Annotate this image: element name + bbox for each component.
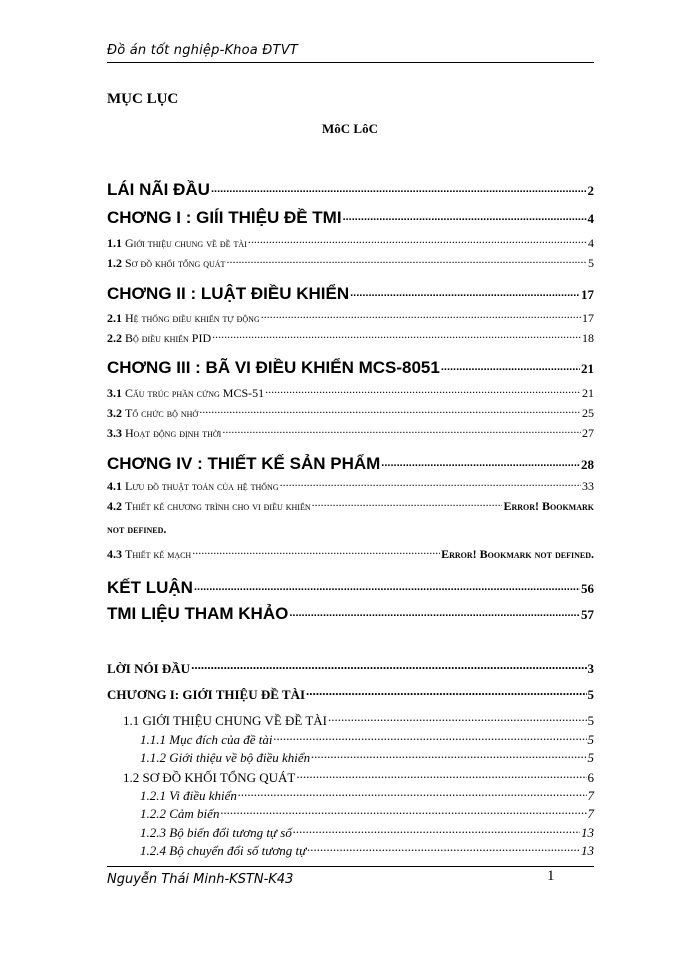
toc-page-number: 5 [587,687,594,702]
toc-entry-title: CHƯƠNG I: GIỚI THIỆU ĐỀ TÀI [107,687,306,702]
toc-entry-number: 3.1 [107,386,122,400]
toc-entry-title: CHƠNG I : GIÍI THIỆU ĐỀ TMI [107,208,342,227]
toc-leader [343,212,587,223]
toc-leader [226,255,587,267]
toc-entry-title: Tổ chức bộ nhớ [125,406,199,420]
toc-leader [238,787,587,800]
toc-entry-title: 1.1.2 Giới thiệu về bộ điều khiển [140,750,311,765]
toc-entry[interactable] [140,842,594,859]
toc-page-number: 5 [588,256,594,270]
toc-entry[interactable] [140,824,594,841]
toc-entry-title: CHƠNG II : LUẬT ĐIỀU KHIỂN [107,284,350,303]
toc-entry-title: 1.1 GIỚI THIỆU CHUNG VỀ ĐỀ TÀI [123,713,328,728]
toc-page-number: 2 [587,183,594,198]
toc-leader [381,458,580,469]
toc-entry-title: KẾT LUẬN [107,578,193,597]
toc-page-number: 13 [581,843,594,858]
running-header: Đồ án tốt nghiệp-Khoa ĐTVT [107,43,298,58]
toc-entry-title: Thiết kế chương trình cho vi điều khiển [125,499,311,513]
toc-entry[interactable] [107,578,594,598]
toc-leader [296,769,586,782]
toc-leader [307,842,580,855]
toc-entry[interactable] [140,787,594,804]
toc-page-number: 5 [587,732,594,747]
toc-entry[interactable] [140,731,594,748]
toc-entry-title: Lưu đồ thuật toán của hệ thống [125,479,279,493]
toc-page-number: 56 [581,581,594,596]
toc-entry[interactable]: 4.2 Thiết kế chương trình cho vi điều khiển ..... Error! Bookmark [107,498,594,514]
toc-entry[interactable]: 4.3 Thiết kế mạch ..... Error! Bookmark not defined. [107,546,594,562]
toc-entry-title: CHƠNG IV : THIẾT KẾ SẢN PHẨM [107,454,381,473]
toc-entry-title: Hệ thống điều khiển tự động [125,311,260,325]
toc-page-number: 17 [582,311,594,325]
toc-entry-title: 1.2 SƠ ĐỒ KHỐI TỔNG QUÁT [123,770,296,785]
toc-entry[interactable] [107,425,594,441]
toc-page-number: 7 [587,806,594,821]
toc-entry[interactable] [140,805,594,822]
toc-leader [211,184,587,195]
header-rule [107,62,594,63]
toc-leader [280,478,581,490]
toc-entry[interactable] [107,180,594,200]
toc-entry[interactable] [140,749,594,766]
toc-entry[interactable] [107,330,594,346]
toc-leader [312,498,503,510]
toc-entry-title: LÁI NÃI ĐẦU [107,180,210,199]
toc-leader [248,235,587,247]
toc-leader [350,288,580,299]
toc-entry-title: Thiết kế mạch [125,547,192,561]
toc-page-number: 57 [581,607,594,622]
toc-entry-title: CHƠNG III : BÃ VI ĐIỀU KHIỂN MCS-8051 [107,358,440,377]
toc-page-number: 5 [587,713,594,728]
toc-leader [194,582,580,593]
toc-entry-number: 2.1 [107,311,122,325]
toc-leader [306,686,586,699]
page-title: MỤC LỤC [107,91,179,107]
toc-entry-number: 4.1 [107,479,122,493]
toc-page-number: 4 [587,211,594,226]
toc-entry[interactable] [123,769,594,786]
toc-entry[interactable] [107,604,594,624]
toc-leader [212,330,581,342]
toc-entry-title: 1.2.4 Bộ chuyển đổi số tương tự [140,843,307,858]
toc-entry-title: Sơ đồ khối tổng quát [125,256,226,270]
toc-leader [328,712,586,725]
toc-leader [222,425,581,437]
toc-page-number: 3 [587,661,594,676]
toc-error-text: Error! Bookmark not defined. [441,547,594,561]
toc-entry-title: Giới thiệu chung về đề tài [125,236,247,250]
toc-page-number: 27 [582,426,594,440]
toc-page-number: 18 [582,331,594,345]
toc-entry[interactable] [107,478,594,494]
toc-page-number: 25 [582,406,594,420]
toc-page-number: 4 [588,236,594,250]
toc-leader [311,749,586,762]
toc-entry-title: Cấu trúc phần cứng MCS-51 [125,386,265,400]
toc-entry[interactable] [107,310,594,326]
toc-page-number: 33 [582,479,594,493]
toc-entry-number: 3.2 [107,406,122,420]
toc-entry-title: 1.1.1 Mục đích của đề tài [140,732,273,747]
toc-entry[interactable] [107,235,594,251]
toc-leader [191,660,586,673]
toc-leader [441,362,580,373]
toc-entry[interactable] [123,712,594,729]
toc-entry-number: 1.1 [107,236,122,250]
toc-entry[interactable] [107,284,594,304]
toc-page-number: 5 [587,750,594,765]
toc-page-number: 21 [581,361,594,376]
toc-entry[interactable] [107,686,594,703]
toc-page-number: 13 [581,825,594,840]
toc-error-text: Error! Bookmark [503,499,594,513]
toc-entry-title: Hoạt động định thời [125,426,222,440]
toc-leader [289,608,580,619]
toc-entry-number: 3.3 [107,426,122,440]
garbled-title: MôC LôC [322,121,378,136]
toc-entry-title: 1.2.3 Bộ biến đổi tương tự số [140,825,292,840]
toc-entry-title: 1.2.1 Vi điều khiển [140,788,237,803]
toc-entry[interactable] [107,208,594,228]
toc-entry[interactable] [107,405,594,421]
page-number: 1 [547,868,555,884]
toc-entry[interactable] [107,358,594,378]
toc-entry-title: Bộ điều khiển PID [125,331,212,345]
toc-entry-number: 1.2 [107,256,122,270]
toc-entry-title: TMI LIỆU THAM KHẢO [107,604,289,623]
toc-entry-title: LỜI NÓI ĐẦU [107,661,191,676]
toc-entry[interactable] [107,660,594,677]
toc-leader [293,824,580,837]
toc-entry-title: 1.2.2 Cảm biến [140,806,220,821]
toc-entry[interactable] [107,255,594,271]
toc-page-number: 7 [587,788,594,803]
toc-page-number: 28 [581,457,594,472]
toc-leader [192,546,440,558]
toc-entry[interactable] [107,454,594,474]
toc-page-number: 21 [582,386,594,400]
toc-leader [199,405,581,417]
toc-entry-number: 2.2 [107,331,122,345]
toc-entry-continuation: not defined. [107,522,167,536]
toc-leader [261,310,581,322]
footer-author: Nguyễn Thái Minh-KSTN-K43 [107,872,294,887]
toc-leader [265,385,581,397]
toc-leader [274,731,587,744]
toc-page-number: 6 [587,770,594,785]
toc-page-number: 17 [581,287,594,302]
footer-rule [107,866,594,867]
toc-entry[interactable] [107,385,594,401]
toc-leader [220,805,586,818]
